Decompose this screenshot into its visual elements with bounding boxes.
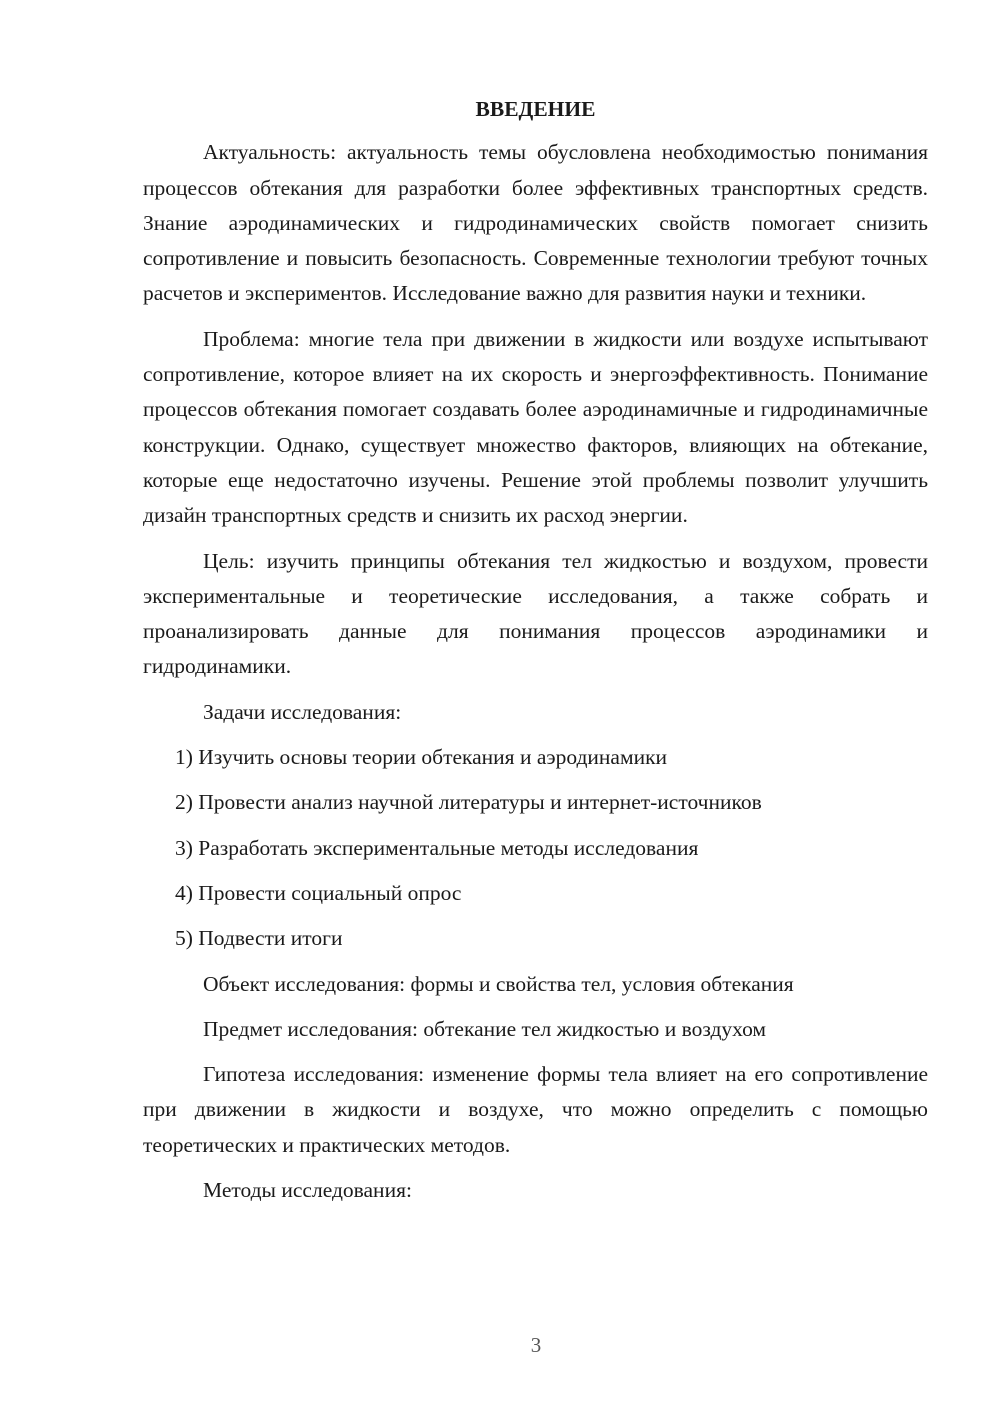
- paragraph-relevance: Актуальность: актуальность темы обусловлена необходимостью понимания процессов обтекания для разработки более эффективных транспортных средств. Знание аэродинамических и гидродинамических свойств помогает снизить сопротивление и повысить безопасность. Современные технологии требуют точных расчетов и экспериментов. Исследование важно для развития науки и техники.: [143, 140, 928, 306]
- paragraph-problem: Проблема: многие тела при движении в жидкости или воздухе испытывают сопротивление, которое влияет на их скорость и энергоэффективность. Понимание процессов обтекания помогает создавать более аэродинамичные и гидродинамичные конструкции. Однако, существует множество факторов, влияющих на обтекание, которые еще недостаточно изучены. Решение этой проблемы позволит улучшить дизайн транспортных средств и снизить их расход энергии.: [143, 326, 928, 528]
- list-item: 3) Разработать экспериментальные методы исследования: [175, 835, 699, 860]
- page-content: [143, 92, 928, 1218]
- list-item: 5) Подвести итоги: [175, 926, 343, 951]
- page-number: 3: [530, 1333, 542, 1357]
- list-item: 1) Изучить основы теории обтекания и аэродинамики: [175, 745, 668, 770]
- methods-heading: Методы исследования:: [203, 1178, 412, 1203]
- paragraph-hypothesis: Гипотеза исследования: изменение формы тела влияет на его сопротивление при движении в жидкости и воздухе, что можно определить с помощью теоретических и практических методов.: [143, 1062, 928, 1157]
- paragraph-object: Объект исследования: формы и свойства тел, условия обтекания: [203, 971, 794, 996]
- tasks-heading: Задачи исследования:: [203, 699, 402, 724]
- tasks-list: [143, 740, 928, 956]
- paragraph-goal: Цель: изучить принципы обтекания тел жидкостью и воздухом, провести экспериментальные и теоретические исследования, а также собрать и проанализировать данные для понимания процессов аэродинамики и гидродинамики.: [143, 548, 928, 679]
- list-item: 4) Провести социальный опрос: [175, 880, 462, 905]
- page-title: ВВЕДЕНИЕ: [475, 97, 596, 121]
- list-item: 2) Провести анализ научной литературы и интернет-источников: [175, 790, 762, 815]
- paragraph-subject: Предмет исследования: обтекание тел жидкостью и воздухом: [203, 1016, 767, 1041]
